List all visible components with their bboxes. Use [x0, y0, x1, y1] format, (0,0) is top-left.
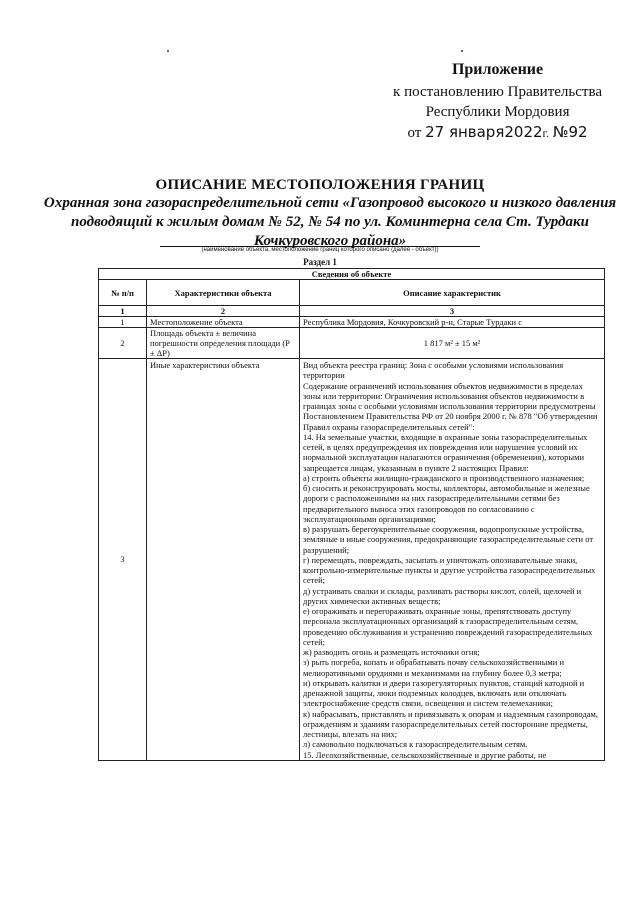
document-subtitle: Охранная зона газораспределительной сети «Газопровод высокого и низкого давления подводящий к жилым домам № 52, № 54 по ул. Коминтерна села Ст. Турдаки Кочкуровского района» — [43, 195, 617, 249]
row-number: 1 — [99, 317, 147, 328]
appendix-line-2: Республики Мордовия — [425, 104, 570, 120]
table-column-numbers-row — [99, 306, 605, 317]
row-description-long — [300, 359, 605, 761]
restriction-paragraph: д) устраивать свалки и склады, разливать растворы кислот, солей, щелочей и других химически активных веществ; — [303, 585, 582, 606]
restriction-paragraph: в) разрушать берегоукрепительные сооружения, водопропускные устройства, земляные и иные сооружения, предохраняющие газораспределительные сети от разрушений; — [303, 524, 594, 555]
row-characteristic: Иные характеристики объекта — [147, 359, 300, 761]
row-number: 3 — [99, 359, 147, 761]
row-characteristic: Площадь объекта ± величина погрешности определения площади (P ± ΔP) — [147, 328, 300, 359]
restriction-paragraph: е) огораживать и перегораживать охранные зоны, препятствовать доступу персонала эксплуатационных организаций к газораспределительным сетям, проведению обслуживания и устранению повреждений газораспределительных сетей; — [303, 606, 593, 647]
appendix-line-1: к постановлению Правительства — [393, 84, 602, 100]
subtitle-caption: (наименование объекта, местоположение границ которого описано (далее - объект)) — [201, 247, 439, 253]
object-info-table — [98, 268, 605, 761]
table-row — [99, 359, 605, 761]
restriction-paragraph: г) перемещать, повреждать, засыпать и уничтожать опознавательные знаки, контрольно-измерительные пункты и другие устройства газораспределительных сетей; — [303, 554, 596, 586]
restriction-paragraph: 15. Лесохозяйственные, сельскохозяйственные и другие работы, не — [303, 749, 547, 760]
col-header-description: Описание характеристик — [300, 280, 605, 306]
document-title: ОПИСАНИЕ МЕСТОПОЛОЖЕНИЯ ГРАНИЦ — [155, 177, 485, 193]
table-row — [99, 317, 605, 328]
date-value: 27 января2022 — [425, 123, 543, 141]
scan-speck — [461, 50, 463, 52]
table-group-header-row — [99, 269, 605, 280]
restriction-paragraph: л) самовольно подключаться к газораспределительным сетям. — [303, 739, 528, 750]
date-prefix: от — [407, 125, 422, 141]
restriction-paragraph: ж) разводить огонь и размещать источники огня; — [303, 647, 480, 657]
restriction-paragraph: Содержание ограничений использования объектов недвижимости в пределах зоны или территории: Ограничения использования объектов недвижимости в границах зоны с особыми условиями использования территории предусмотрены Постановлением Правительства РФ от 20 ноября 2000 г. № 878 "Об утверждении Правил охраны газораспределительных сетей": — [303, 380, 598, 432]
col-number-3: 3 — [300, 306, 605, 317]
row-characteristic: Местоположение объекта — [147, 317, 300, 328]
decree-number: №92 — [552, 123, 588, 141]
table-group-header: Сведения об объекте — [99, 269, 605, 280]
col-header-number: № п/п — [99, 280, 147, 306]
col-number-1: 1 — [99, 306, 147, 317]
restriction-paragraph: 14. На земельные участки, входящие в охранные зоны газораспределительных сетей, в целях предупреждения их повреждения или нарушения условий их нормальной эксплуатации налагаются ограничения (обременения), которыми запрещается лицам, указанным в пункте 2 настоящих Правил: — [303, 431, 588, 473]
restriction-paragraph: з) рыть погреба, копать и обрабатывать почву сельскохозяйственными и мелиоративными орудиями и механизмами на глубину более 0,3 метра; — [303, 657, 565, 678]
row-description: 1 817 м² ± 15 м² — [300, 328, 605, 359]
restriction-paragraph: а) строить объекты жилищно-гражданского и производственного назначения; — [303, 472, 585, 483]
row-description: Республика Мордовия, Кочкуровский р-н, Старые Турдаки с — [300, 317, 605, 328]
appendix-date-line — [393, 122, 602, 143]
section-heading: Раздел 1 — [303, 257, 337, 267]
table-header-row — [99, 280, 605, 306]
appendix-title: Приложение — [451, 61, 544, 78]
restriction-paragraph: Вид объекта реестра границ: Зона с особыми условиями использования территории — [303, 360, 564, 381]
col-header-characteristic: Характеристики объекта — [147, 280, 300, 306]
row-number: 2 — [99, 328, 147, 359]
table-row — [99, 328, 605, 359]
restriction-paragraph: и) открывать калитки и двери газорегуляторных пунктов, станций катодной и дренажной защиты, люки подземных колодцев, включать или отключать электроснабжение средств связи, освещения и систем телемеханики; — [303, 677, 585, 709]
col-number-2: 2 — [147, 306, 300, 317]
restriction-paragraph: к) набрасывать, приставлять и привязывать к опорам и надземным газопроводам, ограждениям и зданиям газораспределительных сетей посторонние предметы, лестницы, влезать на них; — [303, 708, 599, 739]
scan-speck — [167, 50, 169, 52]
restriction-paragraph: б) сносить и реконструировать мосты, коллекторы, автомобильные и железные дороги с расположенными на них газораспределительными сетями без предварительного выноса этих газопроводов по согласованию с эксплуатационными организациями; — [303, 483, 590, 524]
year-suffix: г. — [542, 126, 550, 140]
appendix-block — [393, 60, 602, 143]
